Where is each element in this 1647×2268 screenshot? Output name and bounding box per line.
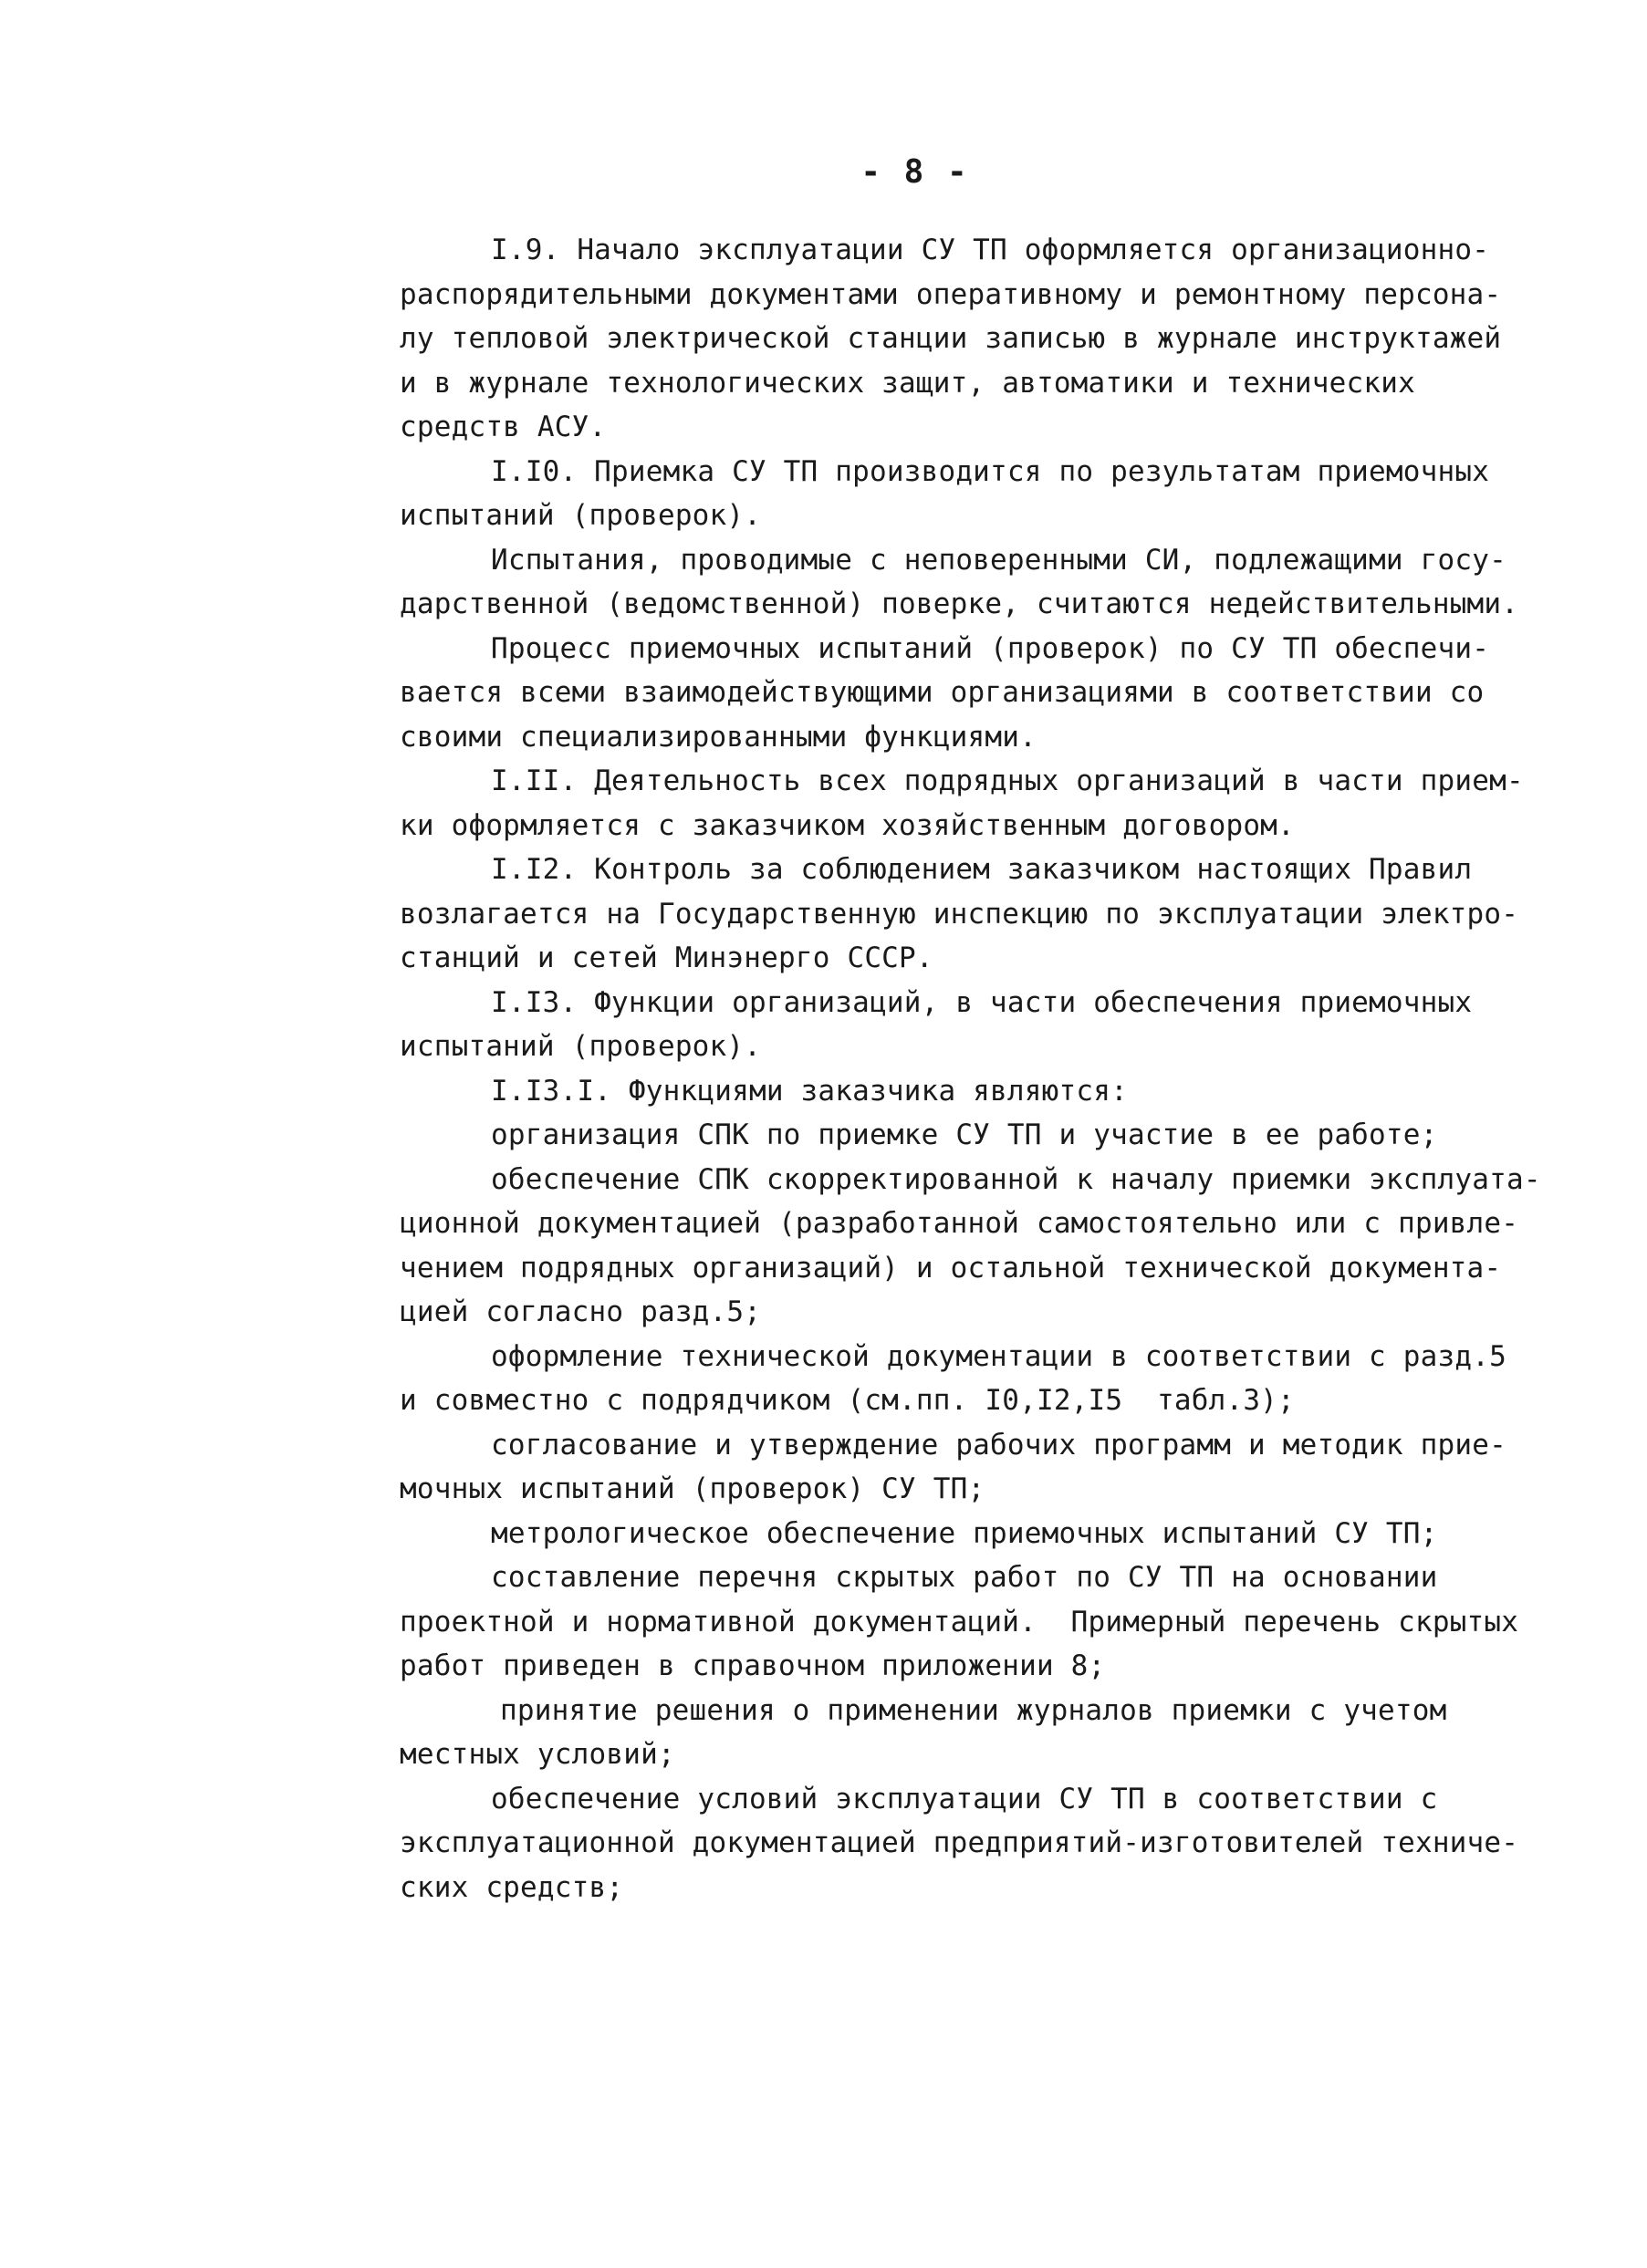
text-line: принятие решения о применении журналов приемки с учетом <box>500 1693 1447 1727</box>
text-line: лу тепловой электрической станции записью в журнале инструктажей <box>400 322 1502 355</box>
body-text <box>400 228 1586 1909</box>
text-line: I.I3.I. Функциями заказчика являются: <box>491 1074 1128 1108</box>
text-line: испытаний (проверок). <box>400 1030 762 1063</box>
text-line: ки оформляется с заказчиком хозяйственным договором. <box>400 808 1295 842</box>
text-line: распорядительными документами оперативному и ремонтному персона- <box>400 277 1502 311</box>
text-line: цией согласно разд.5; <box>400 1295 762 1328</box>
text-line: местных условий; <box>400 1738 675 1771</box>
text-line: I.I3. Функции организаций, в части обеспечения приемочных <box>491 985 1473 1019</box>
text-line: своими специализированными функциями. <box>400 720 1037 754</box>
text-line: ских средств; <box>400 1870 624 1904</box>
text-line: организация СПК по приемке СУ ТП и участие в ее работе; <box>491 1118 1438 1151</box>
text-line: и в журнале технологических защит, автоматики и технических <box>400 366 1415 400</box>
text-line: обеспечение СПК скорректированной к началу приемки эксплуата- <box>491 1162 1541 1196</box>
text-line: возлагается на Государственную инспекцию по эксплуатации электро- <box>400 897 1519 931</box>
text-line: составление перечня скрытых работ по СУ ТП на основании <box>491 1561 1438 1594</box>
text-line: и совместно с подрядчиком (см.пп. I0,I2,I5 табл.3); <box>400 1384 1295 1417</box>
page-number: - 8 - <box>860 153 969 191</box>
text-line: I.I2. Контроль за соблюдением заказчиком настоящих Правил <box>491 853 1473 886</box>
text-line: вается всеми взаимодействующими организациями в соответствии со <box>400 676 1485 709</box>
text-line: мочных испытаний (проверок) СУ ТП; <box>400 1472 985 1505</box>
text-line: ционной документацией (разработанной самостоятельно или с привле- <box>400 1207 1519 1240</box>
text-line: I.I0. Приемка СУ ТП производится по результатам приемочных <box>491 454 1490 488</box>
text-line: оформление технической документации в соответствии с разд.5 <box>491 1339 1506 1373</box>
text-line: испытаний (проверок). <box>400 499 762 532</box>
text-line: I.II. Деятельность всех подрядных организаций в части прием- <box>491 765 1524 797</box>
text-line: эксплуатационной документацией предприятий-изготовителей техниче- <box>400 1826 1519 1859</box>
text-line: согласование и утверждение рабочих программ и методик прие- <box>491 1428 1506 1462</box>
text-line: Процесс приемочных испытаний (проверок) по СУ ТП обеспечи- <box>491 631 1490 665</box>
text-line: работ приведен в справочном приложении 8; <box>400 1649 1106 1682</box>
text-line: обеспечение условий эксплуатации СУ ТП в соответствии с <box>491 1782 1438 1815</box>
text-line: дарственной (ведомственной) поверке, считаются недействительными. <box>400 588 1519 620</box>
text-line: станций и сетей Минэнерго СССР. <box>400 942 933 974</box>
text-line: средств АСУ. <box>400 411 607 443</box>
text-line: чением подрядных организаций) и остальной технической документа- <box>400 1251 1502 1285</box>
text-line: проектной и нормативной документаций. Примерный перечень скрытых <box>400 1605 1519 1639</box>
text-line: I.9. Начало эксплуатации СУ ТП оформляется организационно- <box>491 234 1490 266</box>
text-line: метрологическое обеспечение приемочных испытаний СУ ТП; <box>491 1516 1438 1550</box>
text-line: Испытания, проводимые с неповеренными СИ, подлежащими госу- <box>491 543 1506 577</box>
